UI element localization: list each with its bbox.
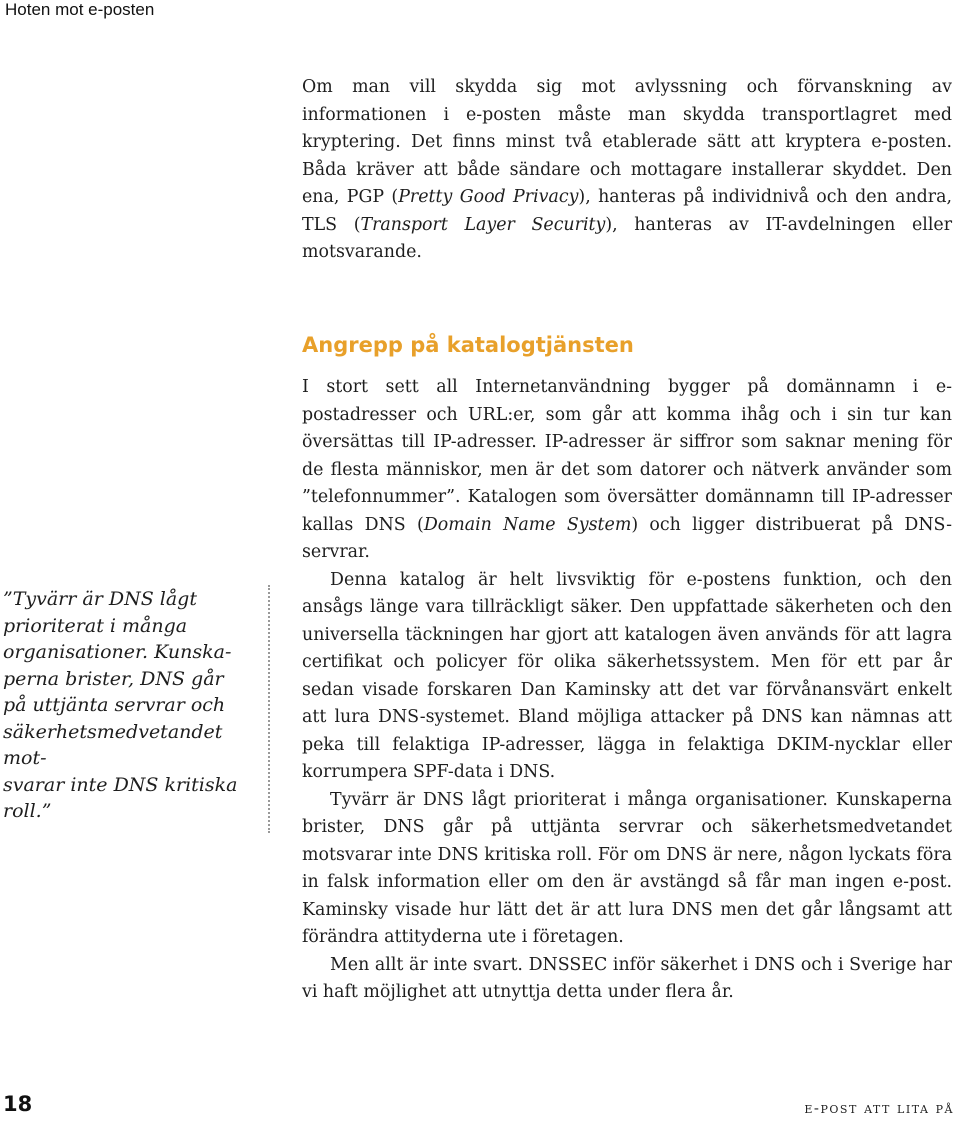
intro-text bbox=[302, 74, 952, 267]
body-p1-text-b: ) och ligger distribuerat på DNS-servrar. bbox=[302, 514, 952, 562]
pull-quote-line: prioriterat i många bbox=[3, 614, 188, 637]
footer-publication-title: e-post att lita på bbox=[804, 1099, 954, 1117]
section-body bbox=[302, 374, 952, 1007]
tls-term: Transport Layer Security bbox=[360, 214, 606, 235]
intro-text-a: Om man vill skydda sig mot avlyssning och förvanskning av informationen i e-posten måste man skydda transportlagret med kryptering. Det finns minst två etablerade sätt att kryptera e-posten. Båda kräver att både sändare och mottagare installerar skyddet. Den ena, PGP ( bbox=[302, 77, 952, 207]
pull-quote-line: perna brister, DNS går bbox=[3, 667, 224, 690]
pull-quote-line: på uttjänta servrar och bbox=[3, 694, 226, 716]
pull-quote-divider bbox=[268, 585, 270, 833]
running-head-title: Hoten mot e-posten bbox=[5, 0, 155, 19]
pgp-term: Pretty Good Privacy bbox=[398, 187, 579, 207]
intro-paragraph bbox=[302, 74, 952, 267]
pull-quote-line: svarar inte DNS kritiska bbox=[3, 773, 238, 796]
body-paragraph-3: Tyvärr är DNS lågt prioriterat i många organisationer. Kunskaperna brister, DNS går på uttjänta servrar och säkerhetsmedvetandet motsvarar inte DNS kritiska roll. För om DNS är nere, någon lyckats föra in falsk information eller om den är avstängd så får man ingen e-post. Kaminsky visade hur lätt det är att lura DNS men det går långsamt att förändra attityderna ute i företagen. bbox=[302, 789, 952, 947]
intro-text-b: ), hanteras på individnivå och den andra, TLS ( bbox=[302, 187, 953, 235]
body-paragraph-4: Men allt är inte svart. DNSSEC inför säkerhet i DNS och i Sverige har vi haft möjlighet att utnyttja detta under flera år. bbox=[302, 954, 952, 1002]
pull-quote-line: organisationer. Kunska- bbox=[3, 641, 232, 663]
page-number: 18 bbox=[3, 1092, 33, 1116]
pull-quote-line: säkerhetsmedvetandet mot- bbox=[3, 720, 223, 769]
body-paragraph-2: Denna katalog är helt livsviktig för e-postens funktion, och den ansågs länge vara tillräckligt säker. Den uppfattade säkerheten och den universella täckningen har gjort att katalogen även används för att lagra certifikat och policyer för olika säkerhetssystem. Men för ett par år sedan visade forskaren Dan Kaminsky att det var förvånansvärt enkelt att lura DNS-systemet. Bland möjliga attacker på DNS kan nämnas att peka till felaktiga IP-adresser, lägga in felaktiga DKIM-nycklar eller korrumpera SPF-data i DNS. bbox=[302, 569, 952, 782]
body-p1-text-a: I stort sett all Internetanvändning bygger på domännamn i e-postadresser och URL:er, som går att komma ihåg och i sin tur kan översättas till IP-adresser. IP-adresser är siffror som saknar mening för de flesta människor, men är det som datorer och nätverk använder som ”telefonnummer”. Katalogen som översätter domännamn till IP-adresser kallas DNS ( bbox=[302, 377, 952, 535]
pull-quote-line: ”Tyvärr är DNS lågt bbox=[3, 588, 197, 610]
section-heading: Angrepp på katalogtjänsten bbox=[302, 333, 634, 357]
body-paragraph-1 bbox=[302, 374, 952, 567]
dns-term: Domain Name System bbox=[423, 514, 632, 535]
intro-text-c: ), hanteras av IT-avdelningen eller motsvarande. bbox=[302, 214, 953, 262]
pull-quote bbox=[3, 586, 255, 825]
pull-quote-line: roll.” bbox=[3, 800, 52, 822]
